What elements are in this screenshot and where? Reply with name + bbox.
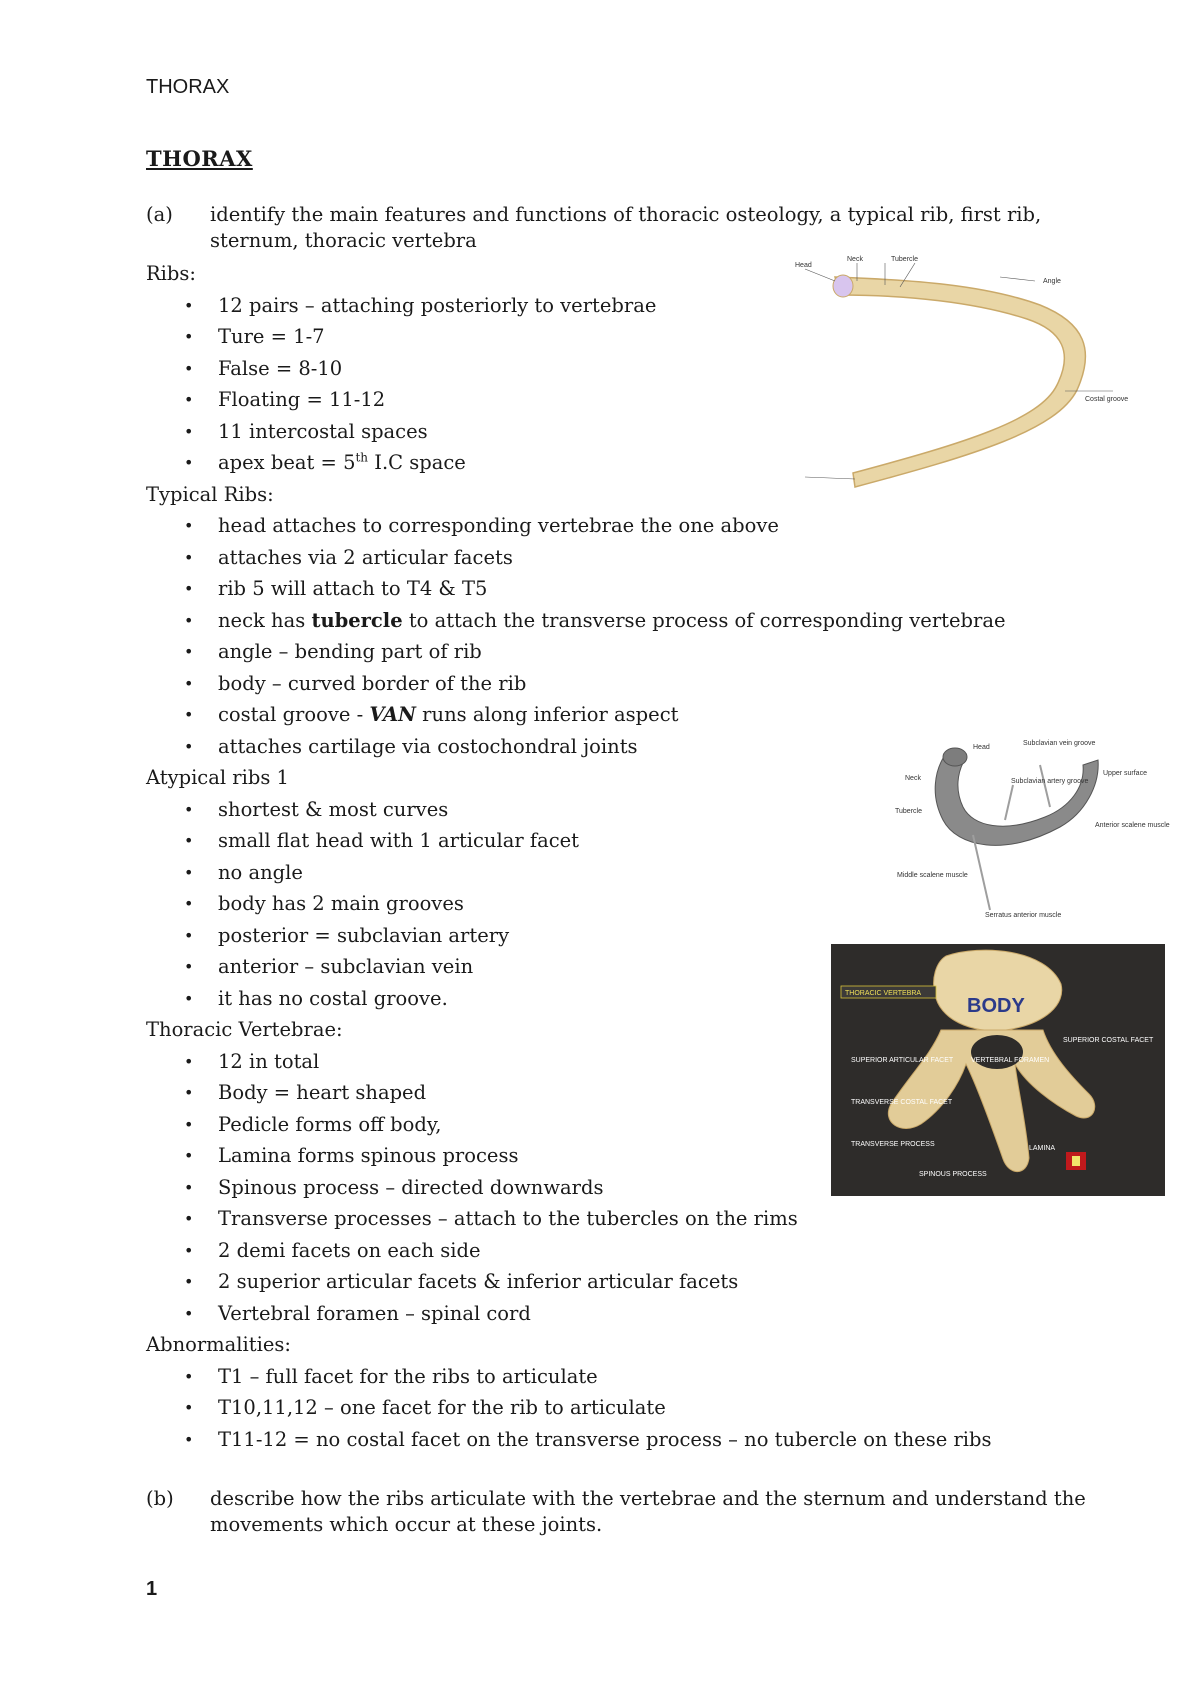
list-item: • T11-12 = no costal facet on the transverse process – no tubercle on these ribs [146, 1424, 1006, 1456]
list-item: • anterior – subclavian vein [146, 951, 1006, 983]
list-item: • rib 5 will attach to T4 & T5 [146, 573, 1006, 605]
rib-label-costal-groove: Costal groove [1085, 396, 1129, 403]
objective-text: identify the main features and functions of thoracic osteology, a typical rib, first rib, sternum, thoracic vertebra [210, 203, 1042, 252]
list-item: • attaches cartilage via costochondral joints [146, 731, 1006, 763]
photo-label-superior-costal: SUPERIOR COSTAL FACET [1063, 1037, 1154, 1044]
neck-suffix: to attach the transverse process of corresponding vertebrae [402, 608, 1006, 632]
apex-text: apex beat = 5 [218, 451, 356, 474]
objective-letter: (a) [146, 203, 173, 226]
rib-shape [835, 277, 1085, 487]
photo-label-transverse-process: TRANSVERSE PROCESS [851, 1141, 935, 1148]
list-item: • posterior = subclavian artery [146, 920, 1006, 952]
photo-label-spinous: SPINOUS PROCESS [919, 1171, 987, 1178]
first-rib-label-anterior-scalene: Anterior scalene muscle [1095, 822, 1170, 829]
list-item: • Lamina forms spinous process [146, 1140, 1006, 1172]
list-item: • 2 demi facets on each side [146, 1235, 1006, 1267]
list-item: • 2 superior articular facets & inferior articular facets [146, 1266, 1006, 1298]
first-rib-label-tubercle: Tubercle [895, 808, 922, 815]
page-number: 1 [146, 1578, 158, 1600]
red-logo-mark [1072, 1156, 1080, 1166]
list-item: • Ture = 1-7 [146, 321, 1006, 353]
first-rib-head [943, 748, 967, 766]
list-item: • Pedicle forms off body, [146, 1109, 1006, 1141]
list-item: • Vertebral foramen – spinal cord [146, 1298, 1006, 1330]
list-item: • 11 intercostal spaces [146, 416, 1006, 448]
list-item: • body – curved border of the rib [146, 668, 1006, 700]
emphasis-term: VAN [369, 703, 416, 726]
abnormalities-list [146, 1361, 1006, 1456]
first-rib-label-serratus: Serratus anterior muscle [985, 912, 1062, 919]
first-rib-label-head: Head [973, 744, 990, 751]
first-rib-label-middle-scalene: Middle scalene muscle [897, 872, 968, 879]
list-item: • T1 – full facet for the ribs to articulate [146, 1361, 1006, 1393]
photo-label-body: BODY [967, 995, 1025, 1017]
photo-label-foramen: VERTEBRAL FORAMEN [971, 1057, 1050, 1064]
rib-label-angle: Angle [1043, 278, 1061, 285]
list-item: • body has 2 main grooves [146, 888, 1006, 920]
list-item [146, 605, 1006, 637]
list-item: • it has no costal groove. [146, 983, 1006, 1015]
page-title: THORAX [146, 146, 253, 171]
first-rib-figure [895, 735, 1170, 920]
groove-text: costal groove - [218, 703, 370, 726]
list-item: • T10,11,12 – one facet for the rib to articulate [146, 1392, 1006, 1424]
rib-label-neck: Neck [847, 256, 863, 263]
running-header: THORAX [146, 76, 230, 98]
list-item: • 12 pairs – attaching posteriorly to vertebrae [146, 290, 1006, 322]
list-item: • no angle [146, 857, 1006, 889]
list-item: • Transverse processes – attach to the tubercles on the rims [146, 1203, 1006, 1235]
list-item: • 12 in total [146, 1046, 1006, 1078]
list-item: • shortest & most curves [146, 794, 1006, 826]
groove-suffix: runs along inferior aspect [415, 703, 679, 726]
section-heading-atypical-ribs: Atypical ribs 1 [146, 766, 289, 789]
neck-text: neck has [218, 608, 312, 632]
photo-label-title: THORACIC VERTEBRA [845, 990, 922, 997]
rib-head-facet [833, 275, 853, 297]
list-item: • head attaches to corresponding vertebrae the one above [146, 510, 1006, 542]
section-heading-ribs: Ribs: [146, 262, 196, 285]
first-rib-label-upper-surface: Upper surface [1103, 770, 1147, 777]
first-rib-shape [935, 755, 1098, 845]
section-heading-abnormalities: Abnormalities: [146, 1333, 291, 1356]
list-item: • angle – bending part of rib [146, 636, 1006, 668]
objective-text: describe how the ribs articulate with the vertebrae and the sternum and understand the movements which occur at these joints. [210, 1487, 1086, 1536]
first-rib-label-neck: Neck [905, 775, 921, 782]
apex-superscript: th [355, 450, 369, 465]
typical-rib-figure [795, 255, 1135, 495]
list-item: • Body = heart shaped [146, 1077, 1006, 1109]
rib-label-head: Head [795, 262, 812, 269]
section-heading-typical-ribs: Typical Ribs: [146, 482, 274, 506]
list-item: • attaches via 2 articular facets [146, 542, 1006, 574]
first-rib-label-artery-groove: Subclavian artery groove [1011, 778, 1089, 785]
photo-label-superior-articular: SUPERIOR ARTICULAR FACET [851, 1057, 954, 1064]
list-item: • Spinous process – directed downwards [146, 1172, 1006, 1204]
list-item: • False = 8-10 [146, 353, 1006, 385]
typical-ribs-list [146, 510, 1006, 762]
vertebra-photo [831, 944, 1165, 1196]
apex-suffix: I.C space [368, 451, 466, 474]
rib-label-tubercle: Tubercle [891, 256, 918, 263]
first-rib-label-vein-groove: Subclavian vein groove [1023, 740, 1096, 747]
photo-label-transverse-costal: TRANSVERSE COSTAL FACET [851, 1099, 953, 1106]
photo-label-lamina: LAMINA [1029, 1145, 1056, 1152]
list-item [146, 699, 1006, 731]
list-item: • Floating = 11-12 [146, 384, 1006, 416]
objective-letter: (b) [146, 1487, 174, 1510]
list-item: • small flat head with 1 articular facet [146, 825, 1006, 857]
bold-term: tubercle [311, 608, 403, 632]
section-heading-thoracic-vertebrae: Thoracic Vertebrae: [146, 1018, 343, 1041]
